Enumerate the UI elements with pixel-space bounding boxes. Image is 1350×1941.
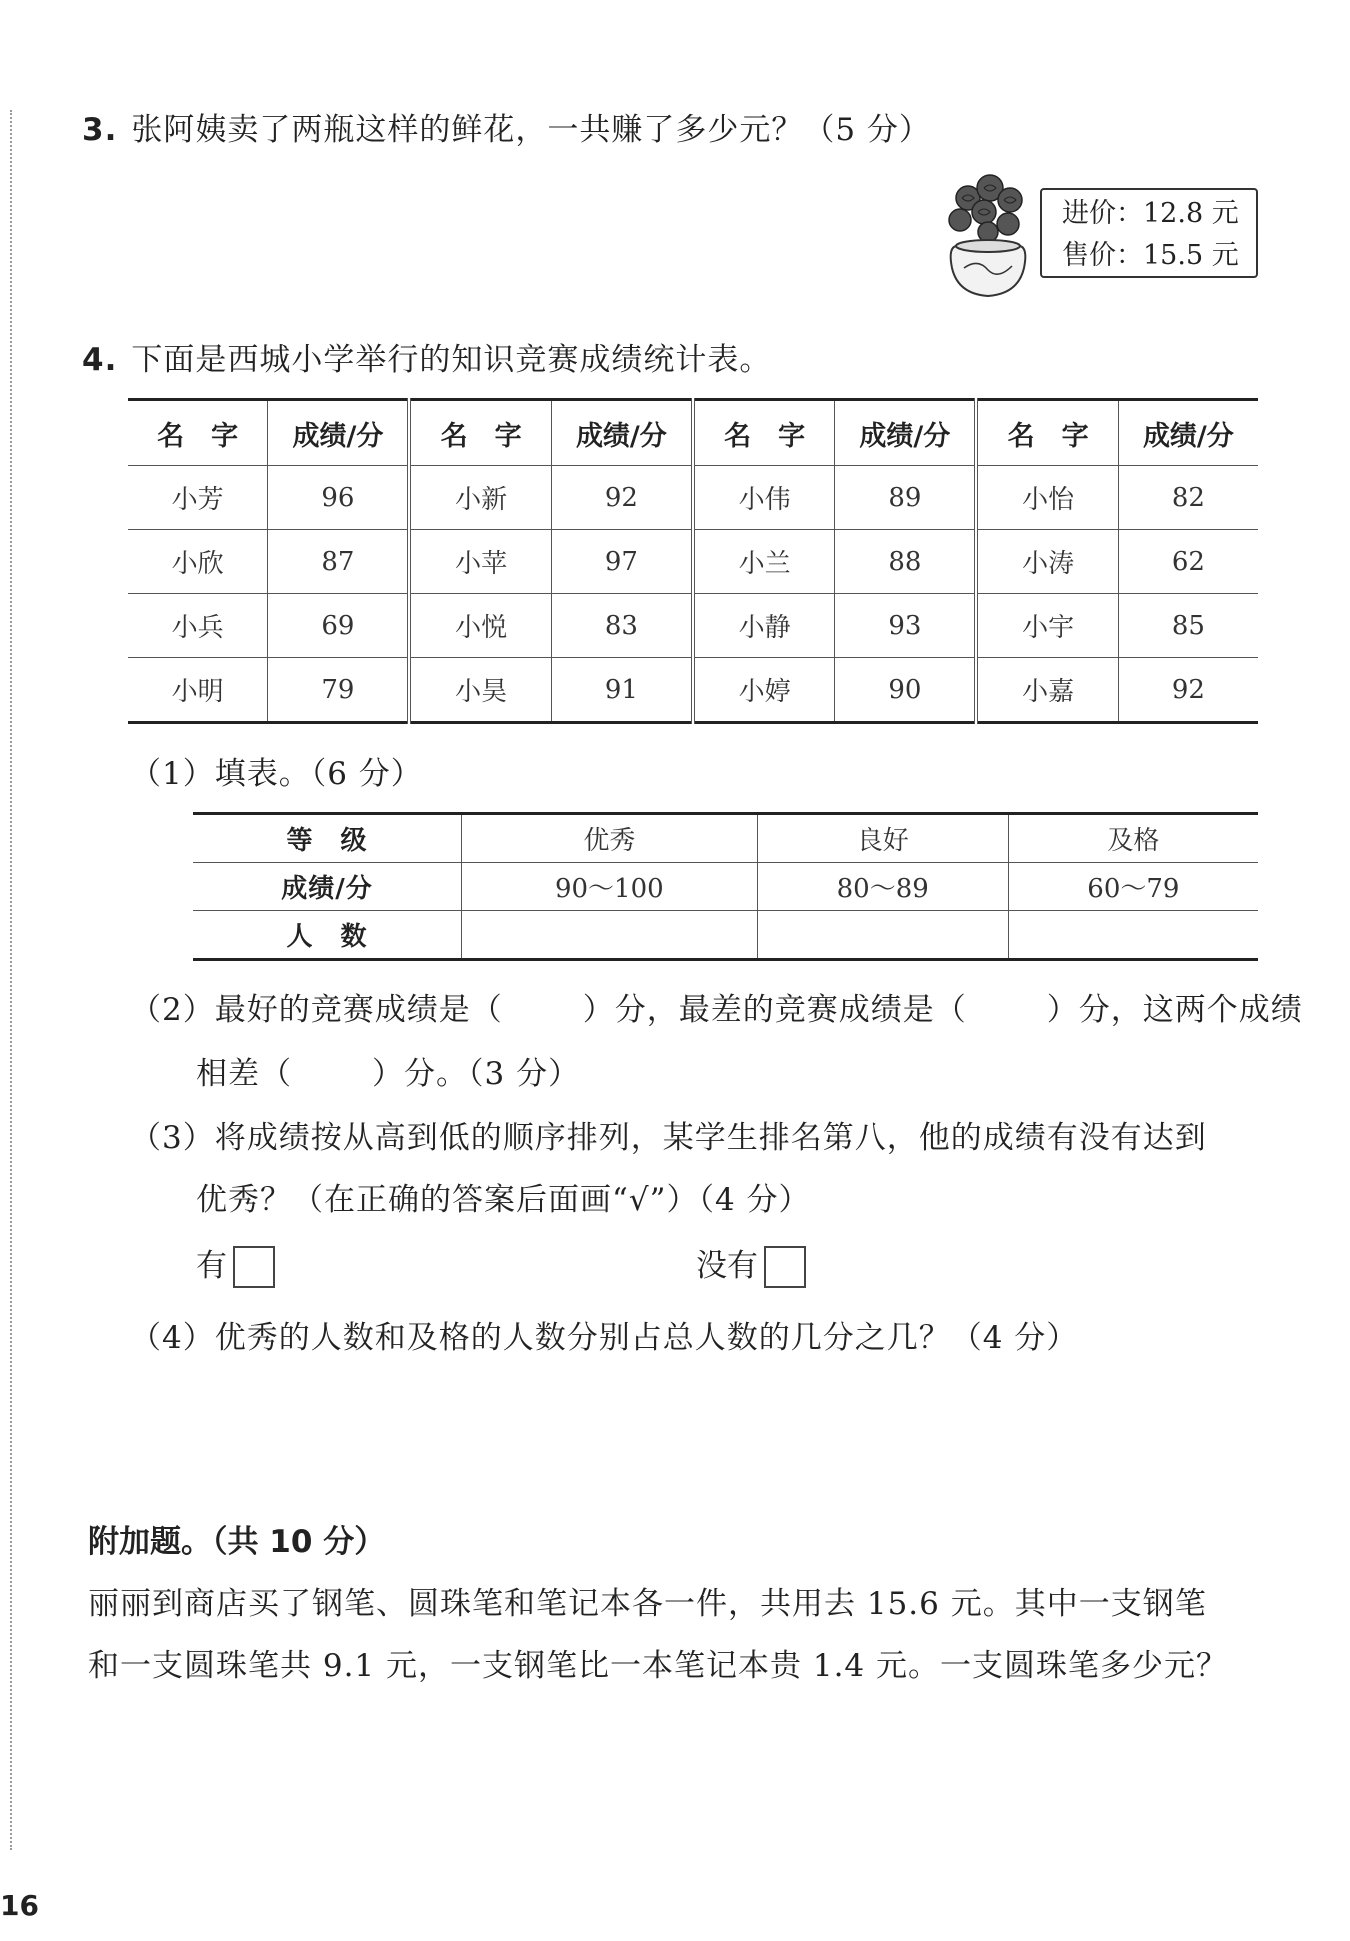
student-score: 89 <box>835 466 977 530</box>
page-number: 16 <box>0 1889 39 1922</box>
student-name: 小涛 <box>976 530 1118 594</box>
header-name: 名 字 <box>128 400 268 466</box>
grade-level: 优秀 <box>462 814 758 863</box>
header-name: 名 字 <box>976 400 1118 466</box>
grade-table <box>193 812 1258 961</box>
table-row <box>128 530 1258 594</box>
student-name: 小怡 <box>976 466 1118 530</box>
question-4 <box>82 334 771 379</box>
student-name: 小婷 <box>693 658 835 723</box>
student-score: 97 <box>551 530 693 594</box>
count-blank-pass[interactable] <box>1008 911 1258 960</box>
extra-question-line-1: 丽丽到商店买了钢笔、圆珠笔和笔记本各一件，共用去 15.6 元。其中一支钢笔 <box>88 1586 1207 1622</box>
student-score: 85 <box>1118 594 1258 658</box>
grade-level-row <box>193 814 1258 863</box>
sub2-text-a: （2）最好的竞赛成绩是（ <box>130 992 503 1028</box>
option-yes-checkbox[interactable] <box>233 1246 275 1288</box>
binding-margin-line <box>10 110 12 1850</box>
option-yes <box>196 1240 275 1288</box>
sub-question-2-line-2 <box>196 1048 580 1093</box>
selling-price: 售价：15.5 元 <box>1062 240 1239 271</box>
student-name: 小兰 <box>693 530 835 594</box>
price-box <box>1040 188 1258 278</box>
question-text: 张阿姨卖了两瓶这样的鲜花，一共赚了多少元？（5 分） <box>131 112 931 148</box>
student-name: 小静 <box>693 594 835 658</box>
sub-question-1: （1）填表。（6 分） <box>130 756 423 792</box>
grade-range: 90～100 <box>462 863 758 911</box>
student-name: 小昊 <box>409 658 551 723</box>
sub2-text-b: ）分，最差的竞赛成绩是（ <box>582 992 967 1028</box>
option-yes-label: 有 <box>196 1248 227 1284</box>
option-no-checkbox[interactable] <box>764 1246 806 1288</box>
option-no-label: 没有 <box>696 1248 758 1284</box>
purchase-price: 进价：12.8 元 <box>1062 198 1239 229</box>
question-3 <box>82 104 931 149</box>
student-score: 69 <box>268 594 410 658</box>
student-score: 96 <box>268 466 410 530</box>
header-name: 名 字 <box>409 400 551 466</box>
sub-question-2 <box>130 984 1303 1029</box>
row-label: 等 级 <box>193 814 462 863</box>
student-name: 小伟 <box>693 466 835 530</box>
student-score: 92 <box>551 466 693 530</box>
header-name: 名 字 <box>693 400 835 466</box>
sub-question-3-line-2: 优秀？（在正确的答案后面画“√”）（4 分） <box>196 1182 811 1218</box>
header-score: 成绩/分 <box>1142 420 1234 452</box>
student-score: 90 <box>835 658 977 723</box>
grade-level: 及格 <box>1107 826 1160 856</box>
flower-vase-icon <box>938 168 1038 298</box>
score-table <box>128 398 1258 724</box>
student-name: 小新 <box>409 466 551 530</box>
sub2-text-c: ）分，这两个成绩 <box>1046 992 1303 1028</box>
table-header-row <box>128 400 1258 466</box>
student-score: 79 <box>268 658 410 723</box>
header-score: 成绩/分 <box>835 400 977 466</box>
student-score: 93 <box>835 594 977 658</box>
count-blank-excellent[interactable] <box>462 911 758 960</box>
table-row <box>128 594 1258 658</box>
extra-question-title: 附加题。（共 10 分） <box>88 1524 386 1560</box>
sub2-text-d: 相差（ <box>196 1056 292 1092</box>
student-score: 91 <box>551 658 693 723</box>
grade-count-row <box>193 911 1258 960</box>
student-name: 小苹 <box>409 530 551 594</box>
row-label: 人 数 <box>193 911 462 960</box>
option-no <box>696 1240 806 1288</box>
grade-range: 60～79 <box>1008 863 1258 911</box>
student-name: 小宇 <box>976 594 1118 658</box>
header-score: 成绩/分 <box>551 400 693 466</box>
grade-range: 80～89 <box>757 863 1008 911</box>
table-row <box>128 466 1258 530</box>
sub-question-3: （3）将成绩按从高到低的顺序排列，某学生排名第八，他的成绩有没有达到 <box>130 1120 1207 1156</box>
student-name: 小明 <box>128 658 268 723</box>
question-text: 下面是西城小学举行的知识竞赛成绩统计表。 <box>131 342 772 378</box>
student-name: 小嘉 <box>976 658 1118 723</box>
sub2-text-e: ）分。（3 分） <box>372 1056 581 1092</box>
question-number: 4. <box>82 342 118 378</box>
student-name: 小兵 <box>128 594 268 658</box>
grade-range-row <box>193 863 1258 911</box>
sub-question-4: （4）优秀的人数和及格的人数分别占总人数的几分之几？（4 分） <box>130 1320 1079 1356</box>
student-name: 小芳 <box>128 466 268 530</box>
header-score: 成绩/分 <box>268 400 410 466</box>
extra-question-line-2: 和一支圆珠笔共 9.1 元，一支钢笔比一本笔记本贵 1.4 元。一支圆珠笔多少元？ <box>88 1648 1229 1684</box>
grade-level: 良好 <box>757 814 1008 863</box>
student-score: 92 <box>1118 658 1258 723</box>
question-number: 3. <box>82 112 118 148</box>
student-score: 83 <box>551 594 693 658</box>
table-row <box>128 658 1258 723</box>
student-name: 小欣 <box>128 530 268 594</box>
count-blank-good[interactable] <box>757 911 1008 960</box>
student-score: 82 <box>1118 466 1258 530</box>
student-score: 62 <box>1118 530 1258 594</box>
student-score: 88 <box>835 530 977 594</box>
row-label: 成绩/分 <box>193 863 462 911</box>
student-name: 小悦 <box>409 594 551 658</box>
student-score: 87 <box>268 530 410 594</box>
